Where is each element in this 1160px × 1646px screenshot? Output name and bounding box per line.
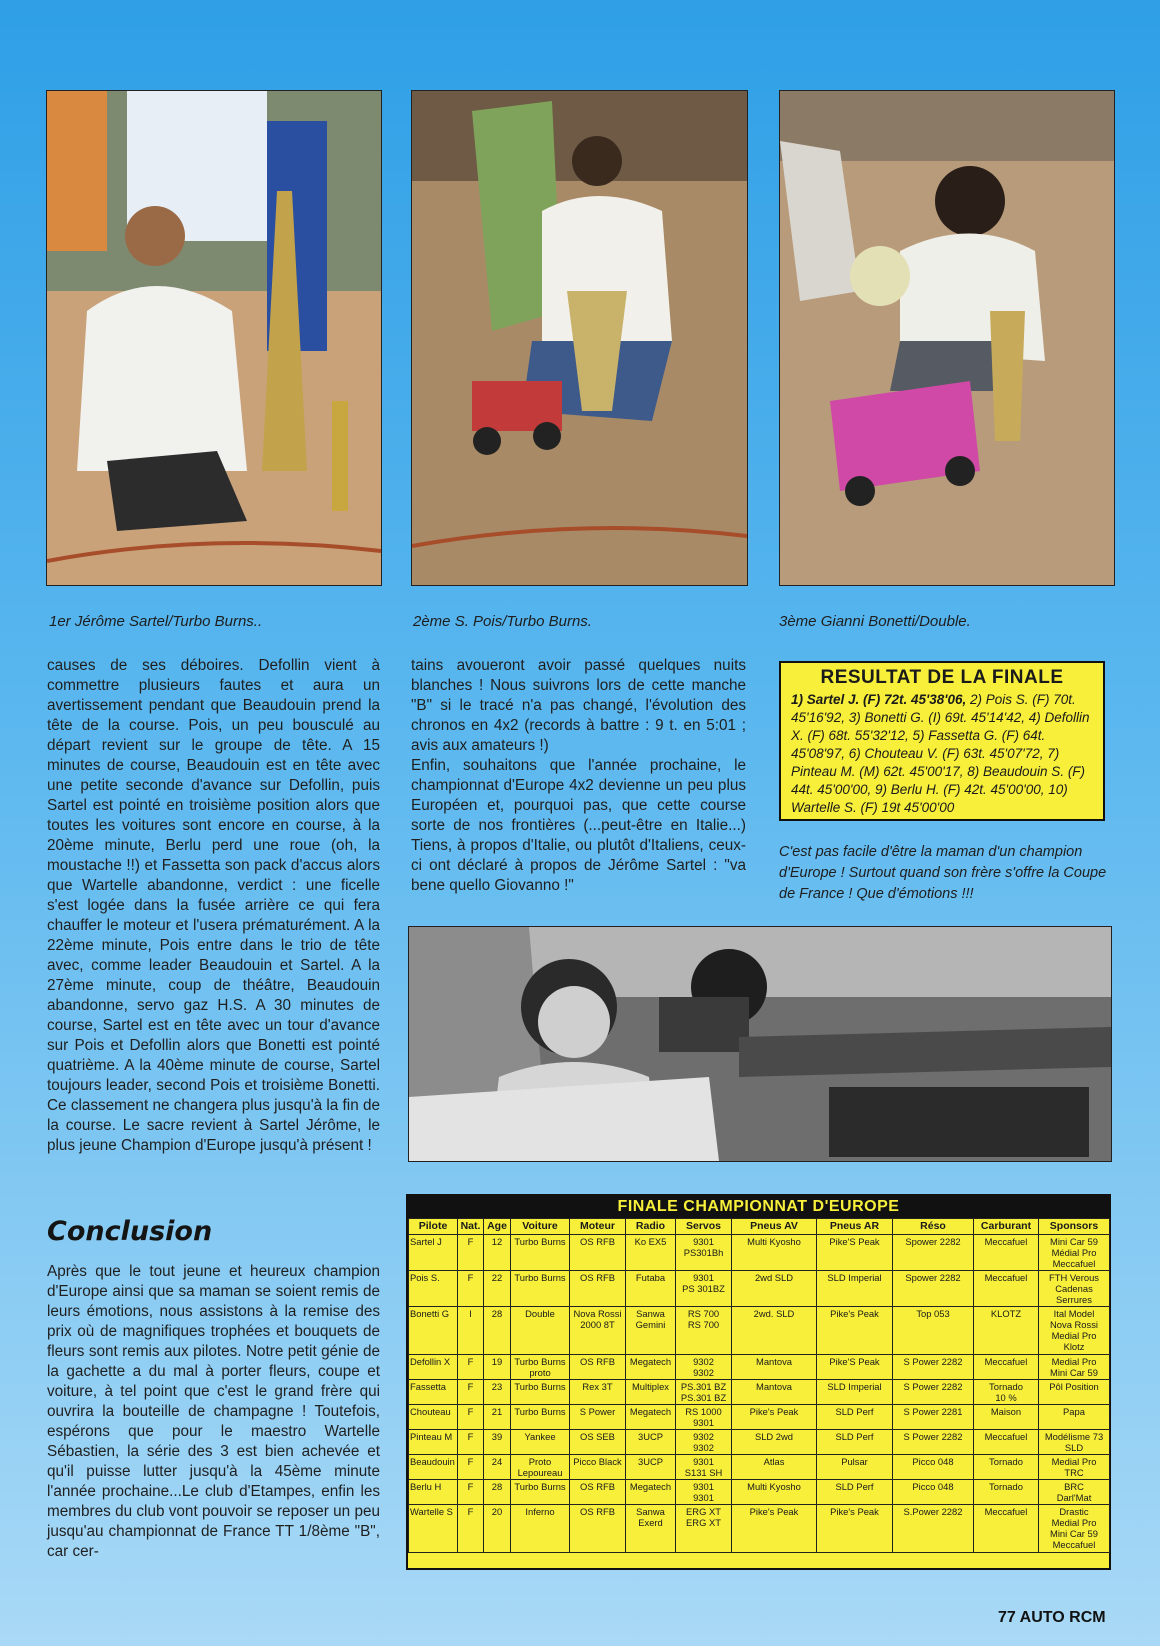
table-cell: F <box>458 1271 484 1307</box>
table-cell: S Power 2282 <box>893 1380 974 1405</box>
table-cell: Multi Kyosho <box>732 1480 817 1505</box>
table-cell: 24 <box>484 1455 511 1480</box>
table-cell: OS RFB <box>570 1271 626 1307</box>
table-cell: Sanwa Exerd <box>626 1505 676 1553</box>
table-cell: 3UCP <box>626 1455 676 1480</box>
table-cell: SLD Perf <box>817 1405 893 1430</box>
table-cell: 9301 PS 301BZ <box>676 1271 732 1307</box>
table-cell: SLD Perf <box>817 1480 893 1505</box>
table-cell: OS RFB <box>570 1505 626 1553</box>
table-cell: S Power 2281 <box>893 1405 974 1430</box>
table-cell: Bonetti G <box>409 1307 458 1355</box>
table-cell: Turbo Burns <box>511 1480 570 1505</box>
table-cell: Sanwa Gemini <box>626 1307 676 1355</box>
table-cell: S.Power 2282 <box>893 1505 974 1553</box>
table-cell: Pôl Position <box>1039 1380 1110 1405</box>
table-cell: KLOTZ <box>974 1307 1039 1355</box>
table-cell: Nova Rossi 2000 8T <box>570 1307 626 1355</box>
table-cell: OS SEB <box>570 1430 626 1455</box>
table-cell: Pulsar <box>817 1455 893 1480</box>
caption-first-place: 1er Jérôme Sartel/Turbo Burns.. <box>49 613 263 630</box>
table-cell: 39 <box>484 1430 511 1455</box>
table-cell: Tornado 10 % <box>974 1380 1039 1405</box>
table-cell: F <box>458 1455 484 1480</box>
table-cell: Atlas <box>732 1455 817 1480</box>
table-cell: Papa <box>1039 1405 1110 1430</box>
caption-third-place: 3ème Gianni Bonetti/Double. <box>779 613 971 630</box>
table-cell: Inferno <box>511 1505 570 1553</box>
table-cell: 3UCP <box>626 1430 676 1455</box>
table-cell: 28 <box>484 1307 511 1355</box>
table-cell: Ital Model Nova Rossi Medial Pro Klotz <box>1039 1307 1110 1355</box>
column-header: Pneus AV <box>732 1219 817 1235</box>
table-cell: F <box>458 1480 484 1505</box>
table-cell: Picco Black <box>570 1455 626 1480</box>
table-cell: Futaba <box>626 1271 676 1307</box>
table-cell: Sartel J <box>409 1235 458 1271</box>
table-cell: I <box>458 1307 484 1355</box>
table-header-row <box>409 1219 1110 1235</box>
table-cell: Medial Pro Mini Car 59 <box>1039 1355 1110 1380</box>
table-cell: Pinteau M <box>409 1430 458 1455</box>
table-cell: Double <box>511 1307 570 1355</box>
table-cell: OS RFB <box>570 1355 626 1380</box>
table-cell: Meccafuel <box>974 1235 1039 1271</box>
table-cell: Medial Pro TRC <box>1039 1455 1110 1480</box>
table-cell: PS.301 BZ PS.301 BZ <box>676 1380 732 1405</box>
table-cell: Pike's Peak <box>817 1307 893 1355</box>
conclusion-paragraph: Après que le tout jeune et heureux champion d'Europe ainsi que sa maman se soient remis de leurs émotions, nous assistons à la remise des prix où de magnifiques trophées et bouquets de fleurs sont remis aux pilotes. Notre petit génie de la gachette a du mal à porter fleurs, coupe et voiture, à tel point que c'est le grand frère qui ouvrira la bouteille de champagne ! Toutefois, espérons que pour le maestro Wartelle Sébastien, la série des 3 est bien achevée et qu'il puisse lutter jusqu'à la 45ème minute l'année prochaine...Le club d'Etampes, enfin les membres du club vont pouvoir se reposer un peu jusqu'au championnat de France TT 1/8ème "B", car cer- <box>47 1263 380 1560</box>
table-cell: Turbo Burns <box>511 1405 570 1430</box>
table-cell: F <box>458 1430 484 1455</box>
table-cell: OS RFB <box>570 1235 626 1271</box>
table-cell: Drastic Medial Pro Mini Car 59 Meccafuel <box>1039 1505 1110 1553</box>
column-header: Nat. <box>458 1219 484 1235</box>
table-cell: Meccafuel <box>974 1271 1039 1307</box>
table-cell: Multi Kyosho <box>732 1235 817 1271</box>
table-cell: Tornado <box>974 1480 1039 1505</box>
result-winner: 1) Sartel J. (F) 72t. 45'38'06, <box>791 692 967 707</box>
column-header: Servos <box>676 1219 732 1235</box>
column-header: Carburant <box>974 1219 1039 1235</box>
table-row <box>409 1480 1110 1505</box>
table-cell: Pois S. <box>409 1271 458 1307</box>
table-row <box>409 1380 1110 1405</box>
table-cell: Mantova <box>732 1355 817 1380</box>
table-cell: Pike'S Peak <box>817 1355 893 1380</box>
table-row <box>409 1430 1110 1455</box>
table-cell: Turbo Burns proto <box>511 1355 570 1380</box>
table-cell: Pike's Peak <box>732 1405 817 1430</box>
table-cell: F <box>458 1380 484 1405</box>
table-cell: Ko EX5 <box>626 1235 676 1271</box>
column-header: Age <box>484 1219 511 1235</box>
table-cell: Modélisme 73 SLD <box>1039 1430 1110 1455</box>
table-cell: 9302 9302 <box>676 1355 732 1380</box>
results-grid <box>408 1218 1110 1553</box>
table-cell: 23 <box>484 1380 511 1405</box>
article-paragraph-2b: Enfin, souhaitons que l'année prochaine, le championnat d'Europe 4x2 devienne un peu plus Européen et, pourquoi pas, que cette course sorte de nos frontières (...peut-être en Italie...) Tiens, à propos d'Italie, ou plutôt d'Italiens, ceux-ci ont déclaré à propos de Jérôme Sartel : "va bene quello Giovanno !" <box>411 757 746 894</box>
table-cell: Turbo Burns <box>511 1380 570 1405</box>
conclusion-column <box>47 1262 380 1562</box>
table-cell: Mantova <box>732 1380 817 1405</box>
side-note: C'est pas facile d'être la maman d'un champion d'Europe ! Surtout quand son frère s'offre la Coupe de France ! Que d'émotions !!! <box>779 844 1107 902</box>
table-cell: ERG XT ERG XT <box>676 1505 732 1553</box>
table-cell: Pike's Peak <box>817 1505 893 1553</box>
table-title: FINALE CHAMPIONNAT D'EUROPE <box>408 1196 1109 1218</box>
table-cell: SLD Imperial <box>817 1380 893 1405</box>
table-cell: Wartelle S <box>409 1505 458 1553</box>
table-row <box>409 1355 1110 1380</box>
table-cell: S Power 2282 <box>893 1430 974 1455</box>
caption-second-place: 2ème S. Pois/Turbo Burns. <box>413 613 592 630</box>
table-cell: Top 053 <box>893 1307 974 1355</box>
table-cell: Maison <box>974 1405 1039 1430</box>
table-row <box>409 1271 1110 1307</box>
table-row <box>409 1505 1110 1553</box>
table-cell: Spower 2282 <box>893 1271 974 1307</box>
table-cell: Chouteau <box>409 1405 458 1430</box>
results-table <box>406 1194 1111 1570</box>
article-column-1 <box>47 656 380 1156</box>
article-paragraph: causes de ses déboires. Defollin vient à commettre plusieurs fautes et aura un avertissement pendant que Beaudouin prend la tête de la course. Pois, un peu bousculé au départ revient sur le groupe de tête. A 15 minutes de course, Beaudouin est en tête avec une petite seconde d'avance sur Defollin, puis Sartel est pointé en troisième position alors que toutes les voitures sont encore en course, à la 20ème minute, Berlu perd une roue (oh, la moustache !!) et Fassetta son pack d'accus alors que Wartelle abandonne, verdict : une ficelle s'est logée dans la fusée arrière ce qui fera chauffer le moteur et l'usera prématurément. A la 22ème minute, Pois entre dans le trio de tête avec, comme leader Beaudouin et Sartel. A la 27ème minute, coup de théâtre, Beaudouin abandonne, servo gaz H.S. A 30 minutes de course, Sartel est en tête avec un tour d'avance sur Pois et Defollin alors que Bonetti est pointé quatrième. A la 40ème minute de course, Sartel toujours leader, second Pois et troisième Bonetti. Ce classement ne changera plus jusqu'à la fin de la course. Le sacre revient à Sartel Jérôme, le plus jeune Champion d'Europe jusqu'à présent ! <box>47 657 380 1154</box>
table-cell: 20 <box>484 1505 511 1553</box>
photo-second-place <box>411 90 748 586</box>
table-cell: Picco 048 <box>893 1455 974 1480</box>
table-row <box>409 1307 1110 1355</box>
table-cell: Meccafuel <box>974 1505 1039 1553</box>
table-cell: Picco 048 <box>893 1480 974 1505</box>
table-cell: SLD 2wd <box>732 1430 817 1455</box>
table-cell: Meccafuel <box>974 1430 1039 1455</box>
table-cell: Pike's Peak <box>732 1505 817 1553</box>
table-cell: Megatech <box>626 1480 676 1505</box>
table-cell: Tornado <box>974 1455 1039 1480</box>
table-cell: Yankee <box>511 1430 570 1455</box>
table-cell: 9301 S131 SH <box>676 1455 732 1480</box>
table-cell: Spower 2282 <box>893 1235 974 1271</box>
column-header: Pneus AR <box>817 1219 893 1235</box>
page-folio: 77 AUTO RCM <box>998 1609 1106 1626</box>
column-header: Moteur <box>570 1219 626 1235</box>
table-cell: 22 <box>484 1271 511 1307</box>
column-header: Sponsors <box>1039 1219 1110 1235</box>
article-column-2 <box>411 656 746 896</box>
photo-first-place <box>46 90 382 586</box>
table-cell: Meccafuel <box>974 1355 1039 1380</box>
table-row <box>409 1455 1110 1480</box>
photo-mother-and-brother <box>408 926 1112 1162</box>
table-row <box>409 1235 1110 1271</box>
table-cell: Megatech <box>626 1405 676 1430</box>
photo-third-place <box>779 90 1115 586</box>
table-cell: F <box>458 1505 484 1553</box>
table-cell: Multiplex <box>626 1380 676 1405</box>
table-cell: Berlu H <box>409 1480 458 1505</box>
table-cell: 19 <box>484 1355 511 1380</box>
table-cell: F <box>458 1405 484 1430</box>
table-cell: F <box>458 1235 484 1271</box>
table-cell: 2wd SLD <box>732 1271 817 1307</box>
column-header: Réso <box>893 1219 974 1235</box>
table-cell: Turbo Burns <box>511 1271 570 1307</box>
table-cell: S Power <box>570 1405 626 1430</box>
table-cell: Megatech <box>626 1355 676 1380</box>
result-body <box>791 691 1093 817</box>
article-paragraph-2a: tains avoueront avoir passé quelques nuits blanches ! Nous suivrons lors de cette manche "B" si le tracé n'a pas changé, l'évolution des chronos en 4x2 (records à battre : 9 t. en 5:01 ; avis aux amateurs !) <box>411 657 746 754</box>
column-header: Radio <box>626 1219 676 1235</box>
table-cell: RS 700 RS 700 <box>676 1307 732 1355</box>
table-cell: Rex 3T <box>570 1380 626 1405</box>
table-cell: 9301 9301 <box>676 1480 732 1505</box>
table-cell: 12 <box>484 1235 511 1271</box>
table-cell: 2wd. SLD <box>732 1307 817 1355</box>
table-cell: Pike'S Peak <box>817 1235 893 1271</box>
table-cell: RS 1000 9301 <box>676 1405 732 1430</box>
table-cell: Proto Lepoureau <box>511 1455 570 1480</box>
result-box <box>779 661 1105 821</box>
table-cell: Fassetta <box>409 1380 458 1405</box>
table-cell: SLD Imperial <box>817 1271 893 1307</box>
table-cell: Defollin X <box>409 1355 458 1380</box>
table-cell: 21 <box>484 1405 511 1430</box>
result-title: RESULTAT DE LA FINALE <box>820 667 1064 688</box>
table-cell: F <box>458 1355 484 1380</box>
table-cell: OS RFB <box>570 1480 626 1505</box>
table-cell: Turbo Burns <box>511 1235 570 1271</box>
table-cell: Mini Car 59 Médial Pro Meccafuel <box>1039 1235 1110 1271</box>
table-cell: S Power 2282 <box>893 1355 974 1380</box>
table-cell: 28 <box>484 1480 511 1505</box>
conclusion-heading: Conclusion <box>47 1216 213 1247</box>
table-cell: BRC Darl'Mat <box>1039 1480 1110 1505</box>
table-cell: 9302 9302 <box>676 1430 732 1455</box>
result-rest: 2) Pois S. (F) 70t. 45'16'92, 3) Bonetti G. (I) 69t. 45'14'42, 4) Defollin X. (F) 68t. 55'32'12, 5) Fassetta G. (F) 64t. 45'08'97, 6) Chouteau V. (F) 63t. 45'07'72, 7) Pinteau M. (M) 62t. 45'00'17, 8) Beaudouin S. (F) 44t. 45'00'00, 9) Berlu H. (F) 42t. 45'00'00, 10) Wartelle S. (F) 19t 45'00'00 <box>791 692 1090 815</box>
table-cell: Beaudouin <box>409 1455 458 1480</box>
table-cell: FTH Verous Cadenas Serrures <box>1039 1271 1110 1307</box>
table-cell: 9301 PS301Bh <box>676 1235 732 1271</box>
table-row <box>409 1405 1110 1430</box>
column-header: Pilote <box>409 1219 458 1235</box>
table-cell: SLD Perf <box>817 1430 893 1455</box>
column-header: Voiture <box>511 1219 570 1235</box>
